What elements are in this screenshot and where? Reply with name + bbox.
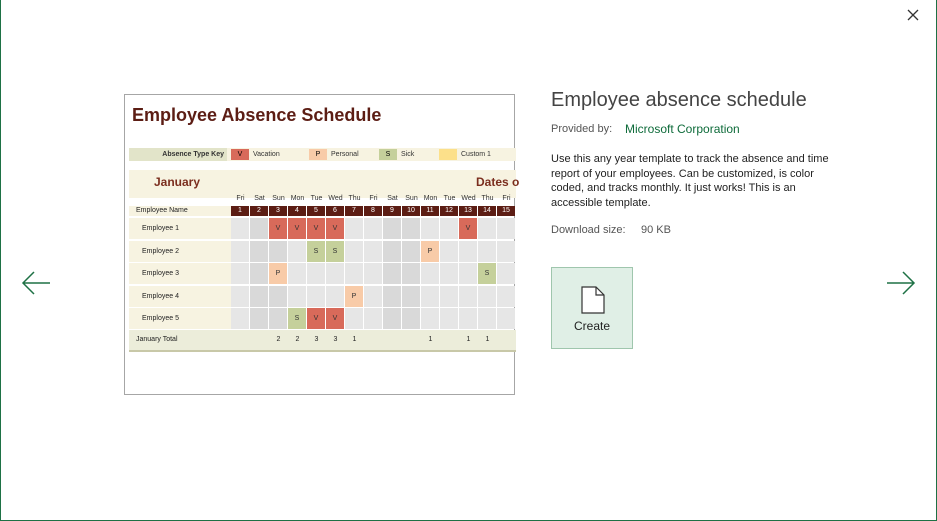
absence-cell: [478, 308, 496, 329]
absence-cell: [231, 308, 249, 329]
total-value: 3: [333, 336, 338, 343]
date-cell: 10: [402, 206, 420, 216]
day-name: Fri: [236, 195, 245, 202]
absence-cell: P: [269, 263, 287, 284]
absence-cell: V: [459, 218, 477, 239]
absence-cell: [497, 286, 515, 307]
date-cell: 9: [383, 206, 401, 216]
key-swatch: S: [379, 149, 397, 160]
download-size-label: Download size:: [551, 224, 626, 236]
absence-cell: [250, 308, 268, 329]
absence-cell: [383, 286, 401, 307]
absence-cell: [440, 286, 458, 307]
download-size-value: 90 KB: [641, 224, 671, 236]
employee-name: Employee 2: [142, 247, 179, 255]
create-button-label: Create: [573, 319, 611, 333]
key-swatch: [439, 149, 457, 160]
date-cell: 8: [364, 206, 382, 216]
absence-key-title: Absence Type Key: [129, 148, 227, 161]
absence-cell: [383, 241, 401, 262]
template-preview: [124, 94, 520, 395]
next-template-button[interactable]: [885, 269, 917, 297]
absence-cell: [383, 308, 401, 329]
absence-cell: [326, 286, 344, 307]
date-cell: 12: [440, 206, 458, 216]
day-name: Sun: [272, 195, 285, 202]
date-cell: 1: [231, 206, 249, 216]
absence-cell: V: [288, 218, 306, 239]
key-swatch: P: [309, 149, 327, 160]
date-cell: 6: [326, 206, 344, 216]
absence-cell: [459, 286, 477, 307]
absence-cell: [364, 263, 382, 284]
absence-cell: [231, 218, 249, 239]
absence-cell: [345, 263, 363, 284]
absence-cell: [269, 286, 287, 307]
create-button[interactable]: [551, 267, 633, 349]
absence-cell: [402, 218, 420, 239]
key-label: Sick: [401, 151, 415, 158]
absence-cell: S: [307, 241, 325, 262]
month-label: January: [154, 175, 201, 189]
absence-cell: [497, 218, 515, 239]
template-title: Employee absence schedule: [551, 89, 807, 111]
absence-cell: [364, 286, 382, 307]
absence-cell: [402, 241, 420, 262]
absence-cell: [383, 263, 401, 284]
absence-cell: [440, 263, 458, 284]
absence-cell: V: [307, 218, 325, 239]
day-name: Tue: [443, 195, 456, 202]
close-button[interactable]: [902, 4, 924, 26]
absence-cell: [421, 286, 439, 307]
date-cell: 3: [269, 206, 287, 216]
arrow-left-icon: [20, 269, 52, 297]
absence-cell: [288, 286, 306, 307]
absence-cell: [364, 218, 382, 239]
absence-cell: [459, 263, 477, 284]
absence-cell: [250, 241, 268, 262]
absence-cell: [497, 263, 515, 284]
absence-cell: [231, 241, 249, 262]
absence-key-bar: [129, 148, 516, 161]
absence-cell: [364, 308, 382, 329]
date-cell: 14: [478, 206, 496, 216]
absence-cell: [421, 218, 439, 239]
absence-cell: [364, 241, 382, 262]
absence-cell: [440, 241, 458, 262]
employee-name: Employee 3: [142, 270, 179, 277]
day-name: Fri: [502, 195, 511, 202]
total-value: 3: [314, 336, 319, 343]
total-value: 1: [466, 336, 471, 343]
absence-cell: V: [307, 308, 325, 329]
absence-cell: [288, 241, 306, 262]
total-value: 1: [352, 336, 357, 343]
total-value: 2: [276, 336, 281, 343]
key-swatch: V: [231, 149, 249, 160]
absence-cell: S: [478, 263, 496, 284]
key-label: Vacation: [253, 151, 280, 158]
absence-cell: [250, 286, 268, 307]
absence-cell: [478, 218, 496, 239]
total-value: 1: [485, 336, 490, 343]
close-icon: [902, 4, 924, 26]
employee-row-label: [129, 263, 231, 284]
absence-cell: V: [326, 218, 344, 239]
total-value: 2: [295, 336, 300, 343]
absence-cell: S: [326, 241, 344, 262]
employee-row-label: [129, 241, 231, 262]
date-cell: 2: [250, 206, 268, 216]
date-cell: 11: [421, 206, 439, 216]
preview-title: Employee Absence Schedule: [132, 105, 382, 125]
absence-cell: [440, 218, 458, 239]
day-name: Fri: [369, 195, 378, 202]
absence-cell: [440, 308, 458, 329]
absence-cell: [307, 263, 325, 284]
day-name: Tue: [310, 195, 323, 202]
key-label: Personal: [331, 151, 359, 158]
absence-cell: [288, 263, 306, 284]
employee-name: Employee 5: [142, 315, 179, 322]
absence-cell: [307, 286, 325, 307]
employee-name: Employee 1: [142, 225, 179, 232]
absence-cell: [459, 308, 477, 329]
absence-cell: V: [326, 308, 344, 329]
day-name: Mon: [290, 195, 305, 202]
day-name: Sat: [387, 195, 398, 202]
date-cell: 15: [497, 206, 515, 216]
absence-cell: [250, 263, 268, 284]
absence-cell: S: [288, 308, 306, 329]
absence-cell: [459, 241, 477, 262]
absence-cell: [231, 263, 249, 284]
day-name: Mon: [423, 195, 438, 202]
employee-row-label: [129, 218, 231, 239]
absence-cell: [326, 263, 344, 284]
previous-template-button[interactable]: [20, 269, 52, 297]
total-value: 1: [428, 336, 433, 343]
absence-cell: [231, 286, 249, 307]
employee-row-label: [129, 308, 231, 329]
absence-cell: [421, 308, 439, 329]
day-name: Sun: [405, 195, 418, 202]
absence-cell: [497, 308, 515, 329]
date-cell: 13: [459, 206, 477, 216]
date-cell: 7: [345, 206, 363, 216]
employee-row-label: [129, 286, 231, 307]
absence-cell: [345, 308, 363, 329]
absence-cell: [345, 241, 363, 262]
date-cell: 4: [288, 206, 306, 216]
provider-link[interactable]: Microsoft Corporation: [625, 122, 740, 136]
absence-cell: [269, 241, 287, 262]
absence-cell: [383, 218, 401, 239]
absence-cell: P: [345, 286, 363, 307]
day-name: Thu: [348, 195, 361, 202]
absence-cell: [402, 308, 420, 329]
key-label: Custom 1: [461, 151, 491, 158]
absence-cell: [421, 263, 439, 284]
arrow-right-icon: [885, 269, 917, 297]
date-cell: 5: [307, 206, 325, 216]
provided-by-label: Provided by:: [551, 123, 613, 135]
day-name: Wed: [461, 195, 476, 202]
absence-cell: [345, 218, 363, 239]
employee-name: Employee 4: [142, 292, 179, 300]
absence-cell: [402, 263, 420, 284]
absence-cell: [269, 308, 287, 329]
document-icon: [581, 286, 605, 314]
day-name: Thu: [481, 195, 494, 202]
absence-cell: V: [269, 218, 287, 239]
day-name: Wed: [328, 195, 343, 202]
absence-cell: [478, 241, 496, 262]
template-description: Use this any year template to track the absence and time report of your employees. Can be customized, is color coded, and tracks monthly. It just works! This is an accessible template.: [551, 153, 829, 209]
total-label: January Total: [136, 336, 178, 343]
absence-cell: [402, 286, 420, 307]
day-name: Sat: [254, 195, 265, 202]
bottom-rule: [129, 350, 516, 352]
absence-cell: [497, 241, 515, 262]
employee-name-header: Employee Name: [136, 207, 188, 214]
absence-cell: [478, 286, 496, 307]
absence-cell: [250, 218, 268, 239]
dates-label: Dates o: [476, 175, 520, 189]
absence-cell: P: [421, 241, 439, 262]
